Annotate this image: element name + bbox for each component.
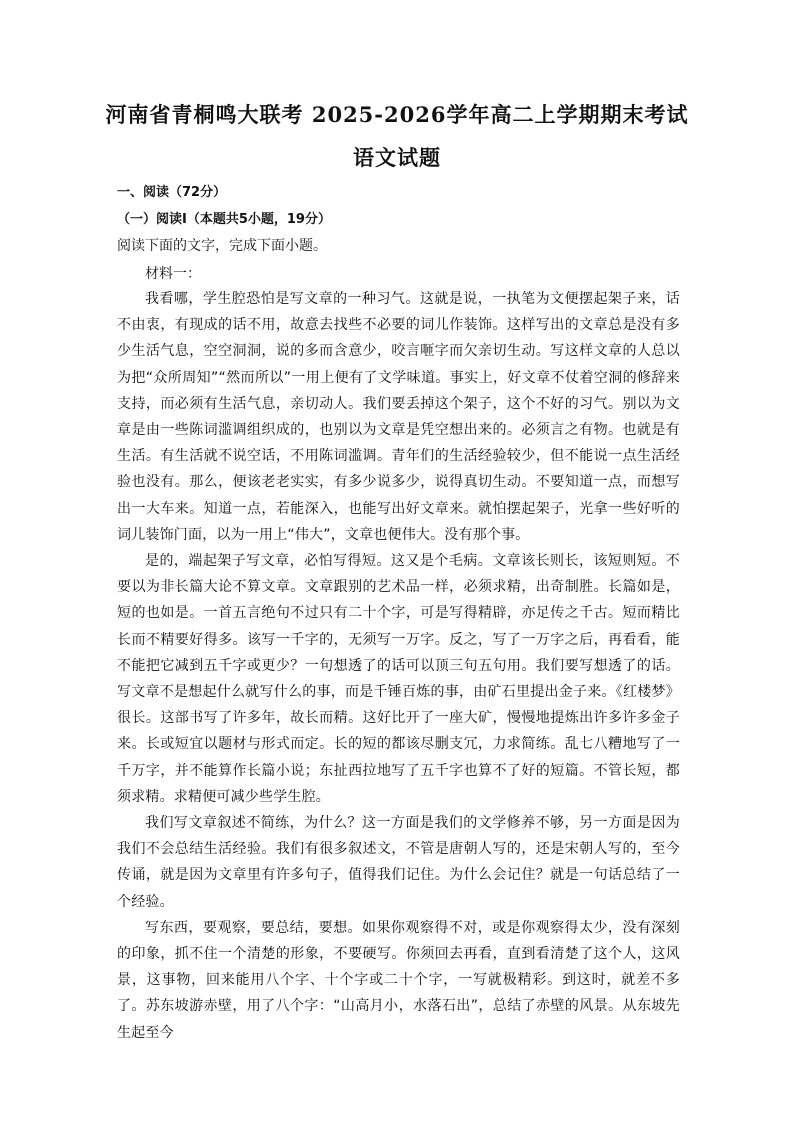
instruction-text: 阅读下面的文字，完成下面小题。 [117,238,327,254]
subsection-heading: （一）阅读Ⅰ（本题共5小题，19分） [117,212,331,227]
body-text [117,286,680,1046]
paragraph: 我看哪，学生腔恐怕是写文章的一种习气。这就是说，一执笔为文便摆起架子来，话不由衷，有现成的话不用，故意去找些不必要的词儿作装饰。这样写出的文章总是没有多少生活气息，空空洞洞，说的多而含意少，咬言咂字而欠亲切生动。写这样文章的人总以为把“众所周知”“然而所以”一用上便有了文学味道。事实上，好文章不仗着空洞的修辞来支持，而必须有生活气息，亲切动人。我们要丢掉这个架子，这个不好的习气。别以为文章是由一些陈词滥调组织成的，也别以为文章是凭空想出来的。必须言之有物。也就是有生活。有生活就不说空话，不用陈词滥调。青年们的生活经验较少，但不能说一点生活经验也没有。那么，便该老老实实，有多少说多少，说得真切生动。不要知道一点，而想写出一大车来。知道一点，若能深入，也能写出好文章来。就怕摆起架子，光拿一些好听的词儿装饰门面，以为一用上“伟大”，文章也便伟大。没有那个事。 [117,291,680,543]
paragraph: 我们写文章叙述不简练，为什么？这一方面是我们的文学修养不够，另一方面是因为我们不会总结生活经验。我们有很多叙述文，不管是唐朝人写的，还是宋朝人写的，至今传诵，就是因为文章里有许多句子，值得我们记住。为什么会记住？就是一句话总结了一个经验。 [117,815,680,910]
page-subtitle: 语文试题 [353,145,441,170]
paragraph: 写东西，要观察，要总结，要想。如果你观察得不对，或是你观察得太少，没有深刻的印象，抓不住一个清楚的形象，不要硬写。你须回去再看，直到看清楚了这个人，这风景，这事物，回来能用八个字、十个字或二十个字，一写就极精彩。到这时，就差不多了。苏东坡游赤壁，用了八个字：“山高月小，水落石出”，总结了赤壁的风景。从东坡先生起至今 [117,919,680,1041]
section-heading: 一、阅读（72分） [117,185,227,200]
paragraph: 是的，端起架子写文章，必怕写得短。这又是个毛病。文章该长则长，该短则短。不要以为非长篇大论不算文章。文章跟别的艺术品一样，必须求精，出奇制胜。长篇如是，短的也如是。一首五言绝句不过只有二十个字，可是写得精辟，亦足传之千古。短而精比长而不精要好得多。该写一千字的，无须写一万字。反之，写了一万字之后，再看看，能不能把它减到五千字或更少？一句想透了的话可以顶三句五句用。我们要写想透了的话。写文章不是想起什么就写什么的事，而是千锤百炼的事，由矿石里提出金子来。《红楼梦》很长。这部书写了许多年，故长而精。这好比开了一座大矿，慢慢地提炼出许多许多金子来。长或短宜以题材与形式而定。长的短的都该尽删支冗，力求简练。乱七八糟地写了一千万字，并不能算作长篇小说；东扯西拉地写了五千字也算不了好的短篇。不管长短，都须求精。求精便可减少些学生腔。 [117,553,680,805]
page-title: 河南省青桐鸣大联考 2025-2026学年高二上学期期末考试 [105,102,689,127]
material-label: 材料一： [145,266,201,282]
